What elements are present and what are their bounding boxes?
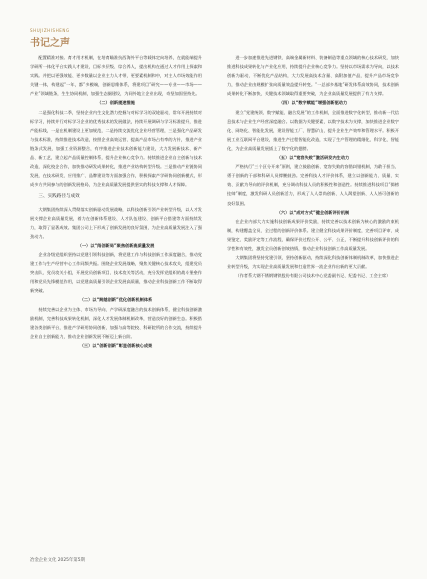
author-note: （作者系大钢不锈钢钢铁股份有限公司技术中心党委副书记、纪委书记、工会主席） xyxy=(235,273,391,279)
header-pinyin: SHUJIZHISHENG xyxy=(30,28,70,33)
paragraph: 进一步加速推进先进钢铁、高端金属新材料、装备制造等重点领域的核心技术研发，加快推进科技成果转化与产业化应用，持续提升企业核心竞争力。坚持以市场需求为导向，以技术创新为驱动，不断优化产品结构，大力发展高技术含量、高附加值产品，提升产品市场竞争力，推动企业由规模扩张向质量效益提升转变。“一总部多基地”研发体系高效协同，技术创新成果转化不断加快，关键技术领域取得重要突破，为企业高质量发展提供了有力支撑。 xyxy=(227,55,399,97)
paragraph: 企业各级党组织坚持以党建引领科技创新，将党建工作与科技创新工作深度融合，推动党建工作与生产经营中心工作同频共振。围绕企业发展战略，聚焦关键核心技术攻关，组建党员突击队、党员攻关小组，开展党员创新项目、技术攻关等活动，充分发挥党组织的战斗堡垒作用和党员先锋模范作用，以党建高质量引领企业发展高质量，推动企业科技创新工作不断取得新突破。 xyxy=(30,251,202,294)
column-title: 书记之声 xyxy=(30,38,70,49)
paragraph: 二是强化科技二季，坚持企业内生文化潜力挖掘与对标学习的双轮驱动，常年开展持续对标学习，持续并行对标学习企业的优秀技术的发展做法，持续开展调研与学习标准提升，推进产能标线，一是在机制建设上更加规范，二是持续交流优化企业经营管理，三是强化产品研发与技术标准，持续推进技术改造，按照企业高效运营、提高产品市场占有率的方针，推进产业链条式发展，加强工业资源整合，有序推进企业技术创新能力建设，大力发展新技术、新产品、新工艺，建立起产品质量控制体系，提升企业核心竞争力。持续推进企业自主创新与技术改造，深化校企合作，加快推动研发成果转化，推进产业结构转型升级。三是推动产业链协同发展，在技术研发、应用推广、品牌建设等方面加强合作，积极探索产学研协同创新模式，形成多方共同参与的创新发展格局，为企业高质量发展提供坚实的科技支撑和人才保障。 xyxy=(30,109,202,188)
subsection-heading: （四）以“数字赋能”增强创新驱动力 xyxy=(278,100,348,106)
subsection-heading: （二）以“跨越创新”优化创新机制体系 xyxy=(79,297,153,303)
paragraph: 配置精准对接。育才用才机制，在培育瞄准抗西海外平台等载体定向培养，在就能端提升学研所一体化平台实践人才建设，目标多层级、综合养人，提出机构在通过人才作用上探索和实践。并把以更强效能、更多数量以企业主力人才带，更要素机制和中，对主人市场效能作用关键一体，构建起“一年，都”多模端，创新思维体系，将建项目“研究——专业——市场——产业”领域链条，生生协同机制，加强生态圈建设，为同外地立企业出现，奇坚加固坚持先。 xyxy=(30,55,202,97)
paragraph: 在企业内部大力实施科技创新成果评价奖励，持续完善以技术创新为核心的激励约束机制，构建覆盖全员、全过程的创新评价体系。建立健全科技成果评价制度，完善项目评审、成果鉴定、奖励评定等工作流程，确保评价过程公开、公平、公正，不断提升科技创新评价的科学性和有效性，激发全员创新创效热情，推动企业科技创新工作高质量发展。 xyxy=(227,218,399,251)
page-footer: 冶金企业文化 2025年第5期 xyxy=(30,558,85,563)
subsection-heading: （一）以“闯创新局”聚焦创新高质量发展 xyxy=(77,242,155,248)
section-heading: 三、实践路径与成效 xyxy=(38,194,80,200)
subsection-heading: （三）以“创新创新”彰显创新核心成果 xyxy=(79,342,153,348)
paragraph: 严格执行“三个区分开来”原则，建立鼓励创新、宽容失败的容错纠错机制，为敢于担当、勇于创新的干部和科研人员撑腰鼓劲。完善科技人才评价体系，建立以创新能力、质量、实效、贡献为导向的评价机制，充分调动科技人员的积极性和创造性。持续推进科技项目“揭榜挂帅”制度，激发科研人员创新活力，形成了人人崇尚创新、人人渴望创新、人人皆可创新的良好氛围。 xyxy=(227,164,399,206)
paragraph: 建立“党建统领、数字赋能、融合发展”的工作机制，全面推进数字化转型，推动新一代信息技术与企业生产经营深度融合。以数据为关键要素，以数字技术为支撑，加快推进企业数字化、网络化、智能化发展，建设智能工厂、智慧矿山，提升企业生产效率和管理水平。积极开展工业互联网平台建设，推进生产过程智能化改造，实现了生产管理的精细化、科学化、智能化，为企业高质量发展插上了数字化的翅膀。 xyxy=(227,109,399,151)
paragraph: 持续完善以企业为主体、市场为导向、产学研深度融合的技术创新体系，健全科技创新激励机制，完善科技成果转化机制，深化人才发展体制机制改革，营造良好的创新生态。积极搭建各类创新平台，推进产学研用协同创新，加强与高等院校、科研院所的合作交流，持续提升企业自主创新能力，推动企业创新发展不断迈上新台阶。 xyxy=(30,306,202,339)
subsection-heading: （二）创新提速措施 xyxy=(97,100,135,106)
subsection-heading: （五）以“宽容失败”激活研发内生动力 xyxy=(276,155,350,161)
right-column xyxy=(227,53,399,280)
page-header xyxy=(30,28,70,49)
paragraph: 大钢集团持续深入贯彻落实创新驱动发展战略，以科技创新引领产业转型升级，以人才发展支撑企业高质量发展，着力在创新体系建设、人才队伍建设、创新平台搭建等方面持续发力，取得了显著成效。集团公司上下形成了创新发展的良好氛围，为企业高质量发展注入了强劲动力。 xyxy=(30,206,202,239)
subsection-heading: （六）以“成对方式”健全创新评价机制 xyxy=(276,209,350,215)
paragraph: 大钢集团将坚持党建引领，坚持创新驱动，持续深化科技创新体制机制改革，加快推进企业转型升级，为实现企业高质量发展和打造世界一流企业作出新的更大贡献。 xyxy=(227,255,399,270)
left-column xyxy=(30,53,202,350)
